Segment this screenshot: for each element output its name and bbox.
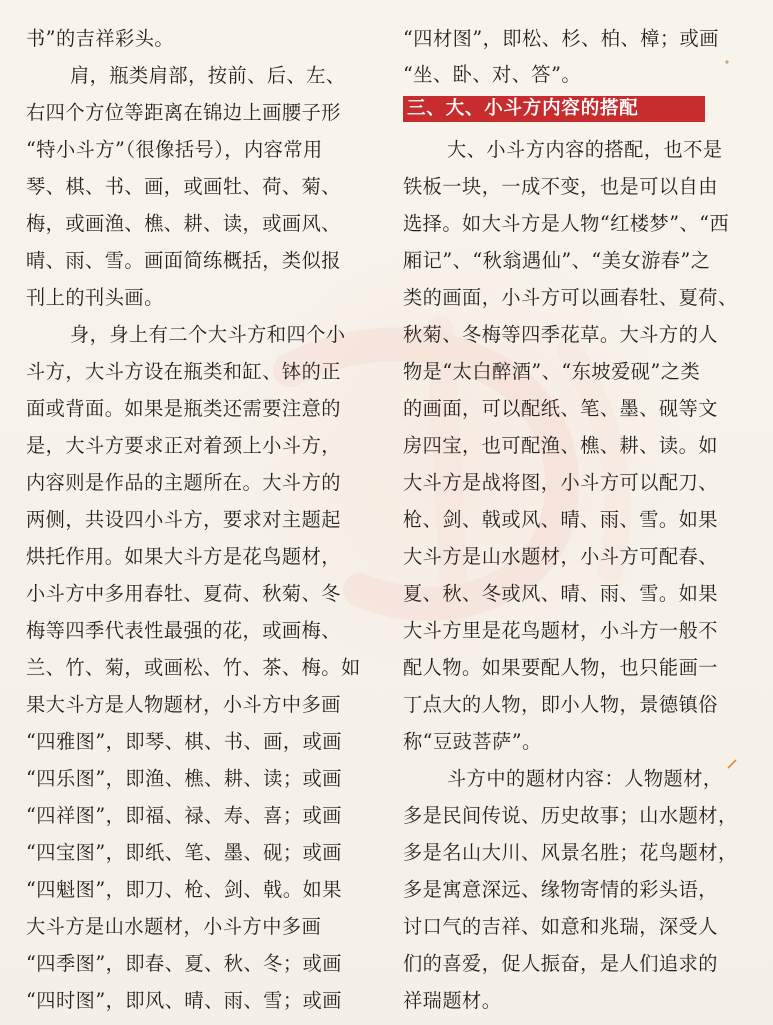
left-line-3: 右四个方位等距离在锦边上画腰子形 [26, 101, 341, 124]
right-line-7: 物是“太白醉酒”、“东坡爱砚”之类 [403, 360, 701, 383]
right-line-4: 厢记”、“秋翁遇仙”、“美女游春”之 [403, 249, 711, 272]
right-line-10: 大斗方是战将图，小斗方可以配刀、 [403, 471, 718, 494]
left-line-22: “四祥图”，即福、禄、寿、喜；或画 [26, 804, 342, 827]
right-line-14: 大斗方里是花鸟题材，小斗方一般不 [403, 619, 718, 642]
left-line-20: “四雅图”，即琴、棋、书、画，或画 [26, 730, 342, 753]
left-line-15: 烘托作用。如果大斗方是花鸟题材， [26, 545, 341, 568]
left-line-7: 晴、雨、雪。画面简练概括，类似报 [26, 249, 341, 272]
left-line-26: “四季图”，即春、夏、秋、冬；或画 [26, 952, 342, 975]
right-line-23: 们的喜爱，促人振奋，是人们追求的 [403, 952, 718, 975]
paper-speck [726, 758, 738, 770]
section-heading: 三、大、小斗方内容的搭配 [403, 96, 705, 122]
right-line-2: 铁板一块，一成不变，也是可以自由 [403, 175, 718, 198]
right-line-13: 夏、秋、冬或风、晴、雨、雪。如果 [403, 582, 718, 605]
left-line-4: “特小斗方”（很像括号），内容常用 [26, 138, 323, 161]
left-line-23: “四宝图”，即纸、笔、墨、砚；或画 [26, 841, 342, 864]
left-line-27: “四时图”，即风、晴、雨、雪；或画 [26, 989, 342, 1012]
left-line-9: 身，身上有二个大斗方和四个小 [70, 323, 346, 346]
left-line-2: 肩，瓶类肩部，按前、后、左、 [70, 64, 346, 87]
right-top-line-1: “四材图”，即松、杉、柏、樟；或画 [403, 27, 719, 50]
left-line-11: 面或背面。如果是瓶类还需要注意的 [26, 397, 341, 420]
right-line-6: 秋菊、冬梅等四季花草。大斗方的人 [403, 323, 718, 346]
right-line-22: 讨口气的吉祥、如意和兆瑞，深受人 [403, 915, 718, 938]
right-line-16: 丁点大的人物，即小人物，景德镇俗 [403, 693, 718, 716]
left-line-21: “四乐图”，即渔、樵、耕、读；或画 [26, 767, 342, 790]
left-line-12: 是，大斗方要求正对着颈上小斗方， [26, 434, 341, 457]
right-line-8: 的画面，可以配纸、笔、墨、砚等文 [403, 397, 718, 420]
right-line-21: 多是寓意深远、缘物寄情的彩头语， [403, 878, 718, 901]
left-line-18: 兰、竹、菊，或画松、竹、茶、梅。如 [26, 656, 361, 679]
paper-speck [723, 58, 731, 66]
left-line-13: 内容则是作品的主题所在。大斗方的 [26, 471, 341, 494]
left-line-25: 大斗方是山水题材，小斗方中多画 [26, 915, 322, 938]
right-line-18: 斗方中的题材内容：人物题材， [447, 767, 723, 790]
left-line-6: 梅，或画渔、樵、耕、读，或画风、 [26, 212, 341, 235]
right-line-5: 类的画面，小斗方可以画春牡、夏荷、 [403, 286, 738, 309]
right-line-9: 房四宝，也可配渔、樵、耕、读。如 [403, 434, 718, 457]
left-line-19: 果大斗方是人物题材，小斗方中多画 [26, 693, 341, 716]
left-line-24: “四魁图”，即刀、枪、剑、戟。如果 [26, 878, 342, 901]
left-line-16: 小斗方中多用春牡、夏荷、秋菊、冬 [26, 582, 341, 605]
left-line-1: 书”的吉祥彩头。 [26, 27, 175, 50]
right-line-19: 多是民间传说、历史故事；山水题材， [403, 804, 738, 827]
right-line-15: 配人物。如果要配人物，也只能画一 [403, 656, 718, 679]
right-line-11: 枪、剑、戟或风、晴、雨、雪。如果 [403, 508, 718, 531]
right-line-24: 祥瑞题材。 [403, 989, 502, 1012]
left-line-14: 两侧，共设四小斗方，要求对主题起 [26, 508, 341, 531]
left-line-17: 梅等四季代表性最强的花，或画梅、 [26, 619, 341, 642]
right-line-20: 多是名山大川、风景名胜；花鸟题材， [403, 841, 738, 864]
right-line-3: 选择。如大斗方是人物“红楼梦”、“西 [403, 212, 730, 235]
right-top-line-2: “坐、卧、对、答”。 [403, 63, 582, 86]
left-line-8: 刊上的刊头画。 [26, 286, 164, 309]
right-line-1: 大、小斗方内容的搭配，也不是 [447, 138, 723, 161]
left-line-10: 斗方，大斗方设在瓶类和缸、钵的正 [26, 360, 341, 383]
right-line-12: 大斗方是山水题材，小斗方可配春、 [403, 545, 718, 568]
left-line-5: 琴、棋、书、画，或画牡、荷、菊、 [26, 175, 341, 198]
right-line-17: 称“豆豉菩萨”。 [403, 730, 542, 753]
